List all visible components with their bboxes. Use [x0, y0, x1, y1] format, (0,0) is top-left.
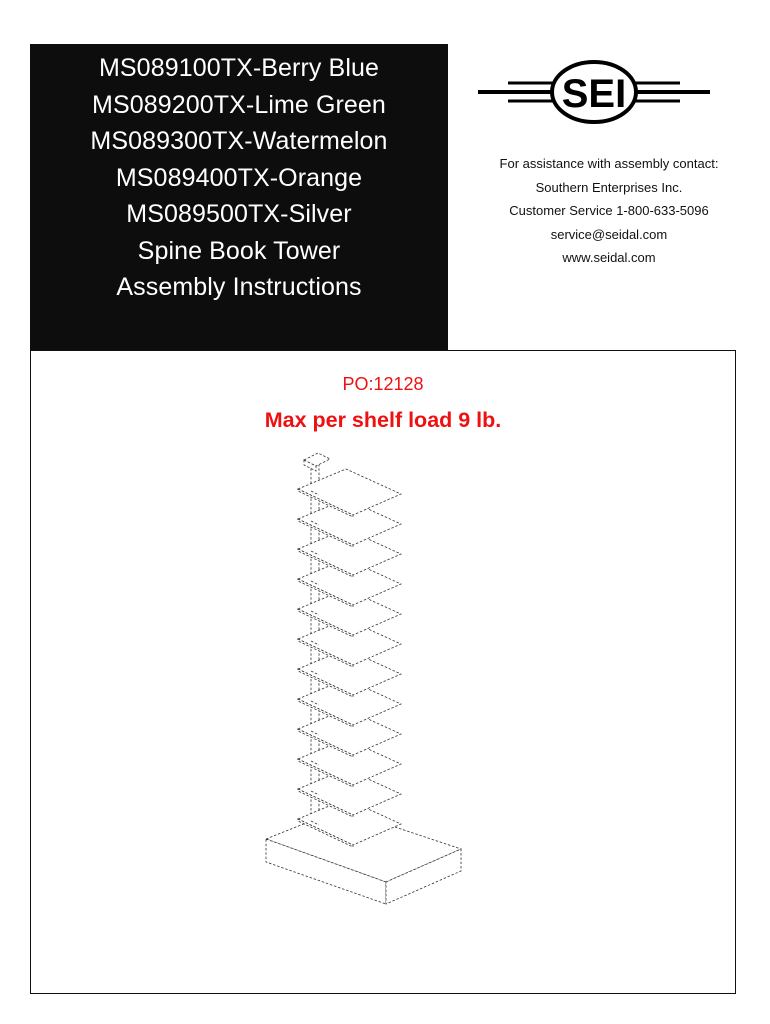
model-orange: MS089400TX-Orange	[115, 163, 363, 192]
illustration-panel	[30, 350, 736, 994]
model-watermelon: MS089300TX-Watermelon	[90, 127, 388, 155]
po-number: PO:12128	[342, 374, 424, 394]
contact-info	[448, 152, 770, 270]
model-silver: MS089500TX-Silver	[126, 200, 352, 228]
company-name: Southern Enterprises Inc.	[535, 179, 683, 195]
contact-prompt: For assistance with assembly contact:	[499, 156, 719, 171]
contact-website: www.seidal.com	[562, 250, 656, 265]
shelf	[298, 469, 401, 515]
customer-service-phone: Customer Service 1-800-633-5096	[509, 203, 709, 218]
shelf-load-warning: Max per shelf load 9 lb.	[264, 408, 502, 432]
title-block	[30, 44, 448, 351]
contact-email: service@seidal.com	[550, 226, 668, 242]
logo-lettering: SEI	[561, 72, 627, 116]
sei-logo	[472, 58, 716, 130]
book-tower-illustration	[256, 444, 506, 974]
model-lime-green: MS089200TX-Lime Green	[92, 90, 386, 119]
product-name: Spine Book Tower	[137, 236, 341, 265]
document-title: Assembly Instructions	[116, 273, 362, 301]
model-berry-blue: MS089100TX-Berry Blue	[98, 54, 379, 82]
